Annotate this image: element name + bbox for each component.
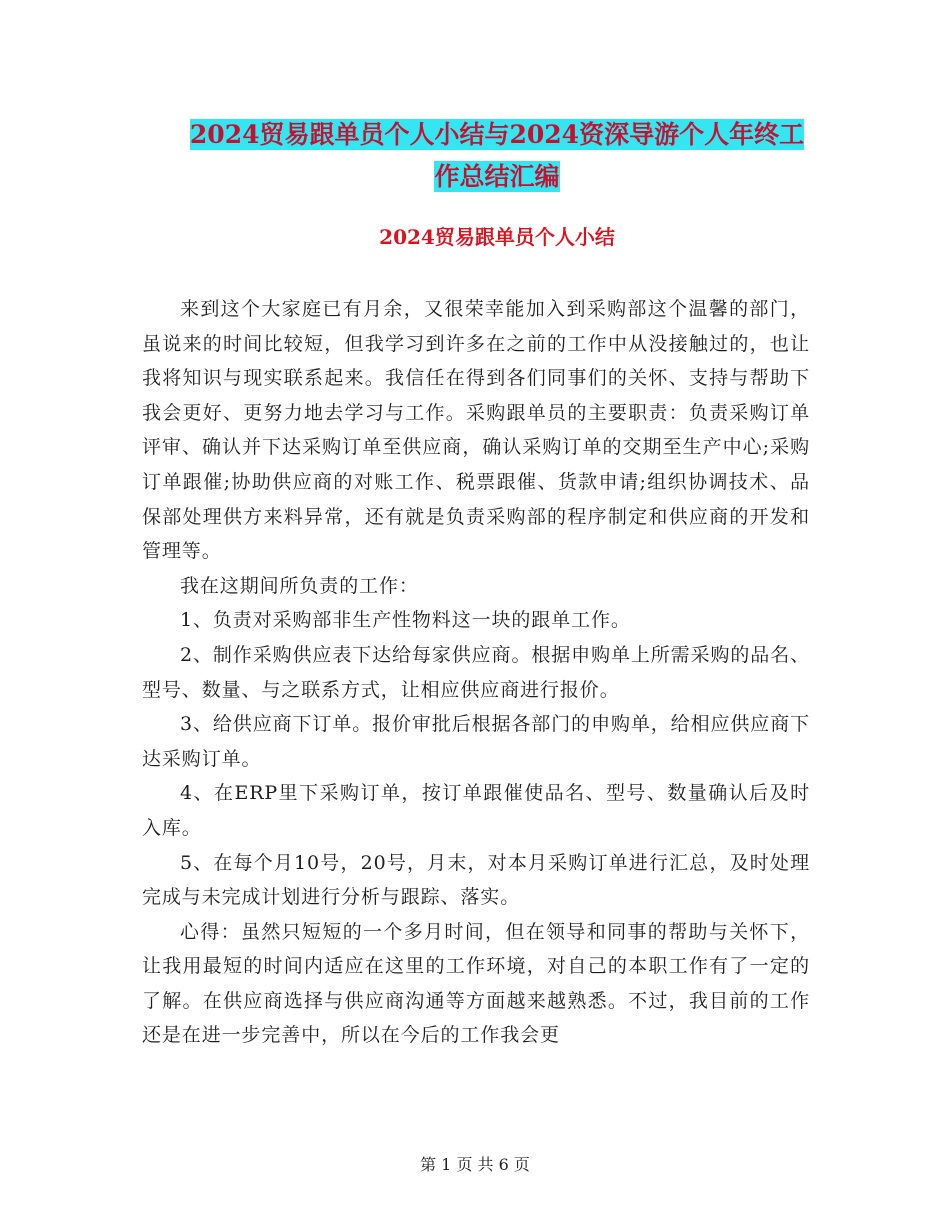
paragraph-item-3: 3、给供应商下订单。报价审批后根据各部门的申购单，给相应供应商下达采购订单。 bbox=[142, 713, 810, 770]
paragraph-intro: 来到这个大家庭已有月余，又很荣幸能加入到采购部这个温馨的部门，虽说来的时间比较短，但我学习到许多在之前的工作中从没接触过的，也让我将知识与现实联系起来。我信任在得到各们同事们的关怀、支持与帮助下我会更好、更努力地去学习与工作。采购跟单员的主要职责：负责采购订单评审、确认并下达采购订单至供应商，确认采购订单的交期至生产中心;采购订单跟催;协助供应商的对账工作、税票跟催、货款申请;组织协调技术、品保部处理供方来料异常，还有就是负责采购部的程序制定和供应商的开发和管理等。 bbox=[142, 298, 810, 563]
paragraph-item-5: 5、在每个月10号，20号，月末，对本月采购订单进行汇总，及时处理完成与未完成计划进行分析与跟踪、落实。 bbox=[142, 851, 810, 909]
paragraph-reflection: 心得：虽然只短短的一个多月时间，但在领导和同事的帮助与关怀下，让我用最短的时间内适应在这里的工作环境，对自己的本职工作有了一定的了解。在供应商选择与供应商沟通等方面越来越熟悉。不过，我目前的工作还是在进一步完善中，所以在今后的工作我会更 bbox=[142, 920, 810, 1047]
document-title bbox=[140, 114, 854, 198]
document-body bbox=[142, 292, 810, 1053]
document-title-line-1: 2024贸易跟单员个人小结与2024资深导游个人年终工 bbox=[189, 120, 805, 149]
paragraph-item-4: 4、在ERP里下采购订单，按订单跟催使品名、型号、数量确认后及时入库。 bbox=[142, 782, 810, 839]
section-title: 2024贸易跟单员个人小结 bbox=[379, 225, 615, 249]
page-footer: 第 1 页 共 6 页 bbox=[420, 1155, 530, 1174]
document-title-line-2: 作总结汇编 bbox=[434, 162, 560, 191]
paragraph-item-1: 1、负责对采购部非生产性物料这一块的跟单工作。 bbox=[180, 609, 631, 632]
paragraph-duties-heading: 我在这期间所负责的工作： bbox=[180, 574, 419, 597]
paragraph-item-2: 2、制作采购供应表下达给每家供应商。根据申购单上所需采购的品名、型号、数量、与之联系方式，让相应供应商进行报价。 bbox=[142, 643, 810, 701]
